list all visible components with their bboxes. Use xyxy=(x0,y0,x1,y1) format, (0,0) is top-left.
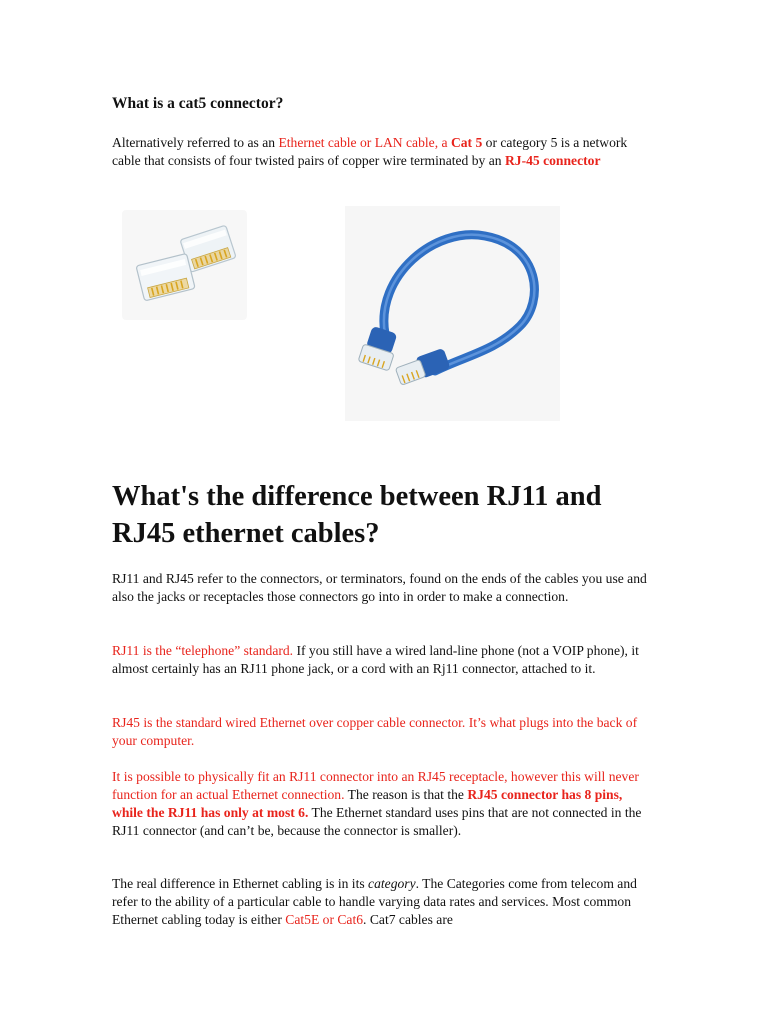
text-run: The Ethernet standard uses pins that are not connected in the RJ11 connector (and can’t be, because the connector is smaller). xyxy=(112,805,642,838)
text-run: Alternatively referred to as an xyxy=(112,135,279,150)
heading-rj11-vs-rj45: What's the difference between RJ11 and RJ45 ethernet cables? xyxy=(112,481,602,549)
text-run: or category 5 is a network cable that consists of four twisted pairs of copper wire terminated by an xyxy=(112,135,628,168)
link-ethernet-cable[interactable]: Ethernet cable or LAN cable, a xyxy=(278,135,451,150)
paragraph-cat5-definition xyxy=(112,134,652,170)
text-run: The reason is that the xyxy=(344,787,468,802)
link-rj45-connector[interactable]: RJ-45 connector xyxy=(504,153,601,168)
paragraph-rj45-standard[interactable]: RJ45 is the standard wired Ethernet over copper cable connector. It’s what plugs into the back of your computer. xyxy=(112,715,638,748)
link-cat5e-cat6[interactable]: Cat5E or Cat6 xyxy=(285,912,364,927)
heading-what-is-cat5: What is a cat5 connector? xyxy=(112,95,284,112)
text-run: . Cat7 cables are xyxy=(363,912,453,927)
text-run: If you still have a wired land-line phone (not a VOIP phone), it almost certainly has an RJ11 phone jack, or a cord with an Rj11 connector, attached to it. xyxy=(112,643,639,676)
paragraph-rj11-in-rj45 xyxy=(112,768,652,840)
link-rj11-rj45-fit[interactable]: It is possible to physically fit an RJ11 connector into an RJ45 receptacle, however this will never function for an actual Ethernet connection. xyxy=(112,769,639,802)
rj45-plugs-image xyxy=(122,210,247,320)
link-cat5[interactable]: Cat 5 xyxy=(450,135,483,150)
text-run: . The Categories come from telecom and refer to the ability of a particular cable to handle varying data rates and services. Most common Ethernet cabling today is either xyxy=(112,876,637,927)
link-rj11-telephone[interactable]: RJ11 is the “telephone” standard. xyxy=(112,643,294,658)
highlight-pin-count: RJ45 connector has 8 pins, while the RJ11 has only at most 6. xyxy=(112,787,623,820)
paragraph-connectors-intro: RJ11 and RJ45 refer to the connectors, or terminators, found on the ends of the cables you use and also the jacks or receptacles those connectors go into in order to make a connection. xyxy=(112,571,647,604)
paragraph-rj11-telephone xyxy=(112,642,652,678)
blue-ethernet-cable-image xyxy=(345,206,560,421)
paragraph-ethernet-category xyxy=(112,875,652,929)
text-run: The real difference in Ethernet cabling is in its xyxy=(112,876,369,891)
emphasis-category: category xyxy=(368,876,416,891)
